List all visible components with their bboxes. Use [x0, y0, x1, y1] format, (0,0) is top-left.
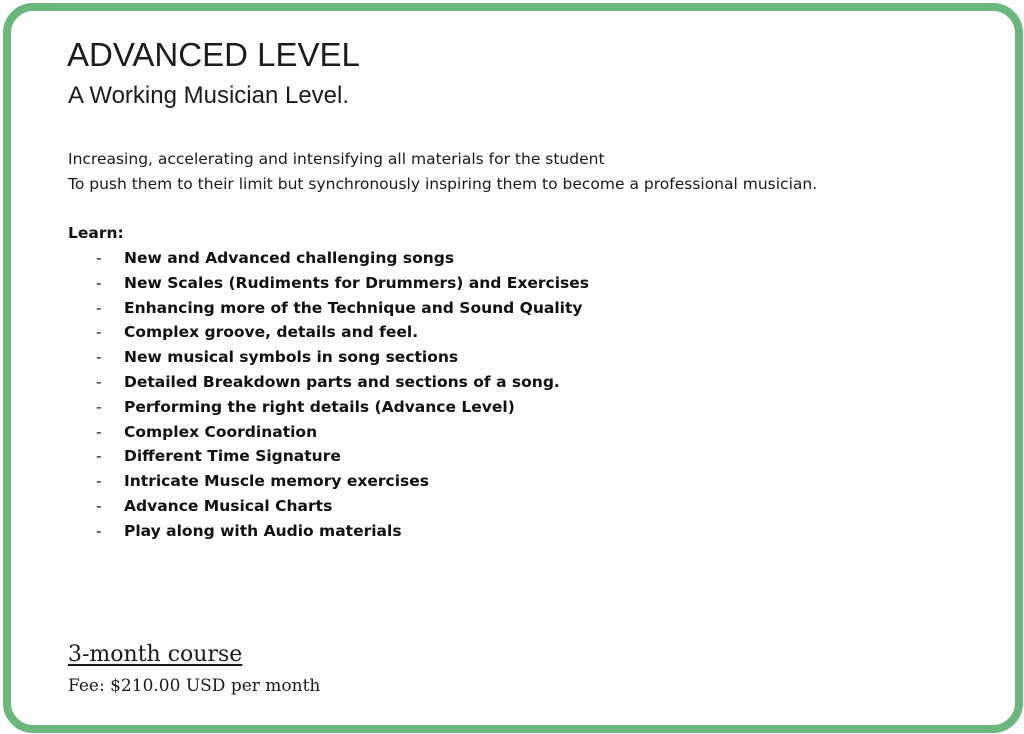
- list-dash: -: [96, 323, 102, 342]
- list-dash: -: [96, 397, 102, 416]
- list-item-text: New musical symbols in song sections: [124, 348, 459, 367]
- list-dash: -: [96, 422, 102, 441]
- course-fee: Fee: $210.00 USD per month: [68, 676, 321, 696]
- list-item-text: Enhancing more of the Technique and Sound Quality: [124, 298, 583, 317]
- intro-line-1: Increasing, accelerating and intensifying all materials for the student: [68, 150, 605, 168]
- list-item-text: Different Time Signature: [124, 447, 341, 466]
- list-item-text: Intricate Muscle memory exercises: [124, 472, 429, 491]
- list-item-text: Performing the right details (Advance Level): [124, 397, 515, 416]
- learn-label: Learn:: [68, 224, 124, 242]
- course-duration: 3-month course: [68, 642, 243, 667]
- list-dash: -: [96, 348, 102, 367]
- list-dash: -: [96, 447, 102, 466]
- list-item-text: New and Advanced challenging songs: [124, 249, 455, 267]
- list-dash: -: [96, 472, 102, 491]
- list-item-text: Advance Musical Charts: [124, 496, 333, 515]
- list-item-text: Complex groove, details and feel.: [124, 323, 419, 342]
- list-item-text: New Scales (Rudiments for Drummers) and Exercises: [124, 273, 589, 292]
- list-dash: -: [96, 273, 102, 292]
- list-item-text: Play along with Audio materials: [124, 521, 402, 540]
- page-subtitle: A Working Musician Level.: [68, 82, 350, 109]
- list-dash: -: [96, 496, 102, 515]
- list-dash: -: [96, 298, 102, 317]
- list-item-text: Complex Coordination: [124, 422, 318, 441]
- list-dash: -: [96, 249, 102, 267]
- list-dash: -: [96, 521, 102, 540]
- intro-line-2: To push them to their limit but synchronously inspiring them to become a professional musician.: [68, 175, 818, 193]
- list-item-text: Detailed Breakdown parts and sections of a song.: [124, 372, 560, 391]
- page-title: ADVANCED LEVEL: [67, 36, 360, 73]
- intro-text: [68, 147, 817, 197]
- list-dash: -: [96, 372, 102, 391]
